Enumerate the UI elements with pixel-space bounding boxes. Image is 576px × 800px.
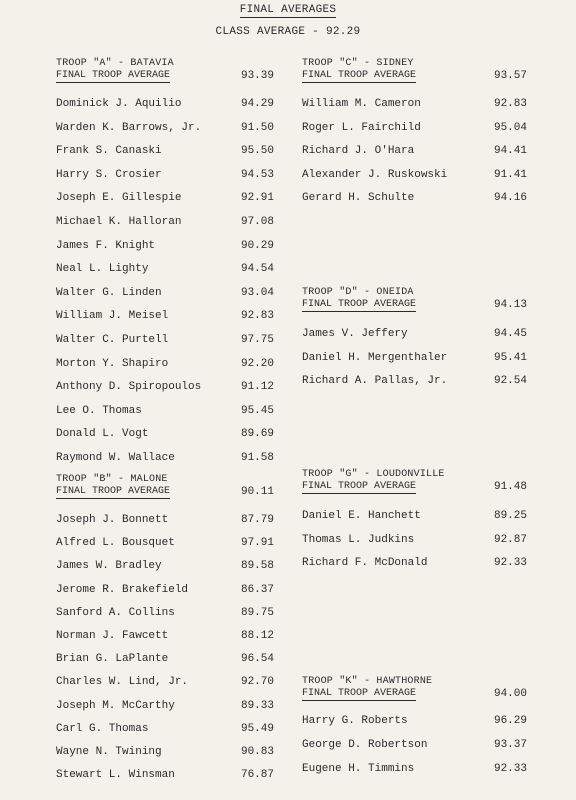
member-row (302, 98, 527, 110)
member-row (56, 240, 274, 252)
final-troop-average-row (302, 299, 527, 312)
member-name: Dominick J. Aquilio (56, 98, 182, 110)
member-name: Harry G. Roberts (302, 715, 408, 727)
troop-name: TROOP "D" - ONEIDA (302, 287, 414, 298)
member-row (56, 584, 274, 596)
member-row (56, 310, 274, 322)
member-row (302, 534, 527, 546)
member-name: Michael K. Halloran (56, 216, 182, 228)
member-name: Richard F. McDonald (302, 557, 428, 570)
member-score: 94.53 (240, 168, 274, 181)
member-name: Walter C. Purtell (56, 334, 169, 346)
member-row (302, 192, 527, 204)
member-name: Thomas L. Judkins (302, 533, 415, 546)
member-name: Daniel H. Mergenthaler (302, 351, 448, 364)
member-name: Joseph E. Gillespie (56, 192, 182, 205)
member-row (56, 452, 274, 464)
final-troop-average-row (302, 688, 527, 701)
member-score: 92.33 (493, 763, 527, 775)
member-name: Wayne N. Twining (56, 746, 162, 758)
member-row (302, 715, 527, 727)
member-name: Alexander J. Ruskowski (302, 168, 448, 181)
member-name: Walter G. Linden (56, 286, 162, 299)
member-score: 92.20 (240, 357, 274, 370)
member-score: 88.12 (240, 630, 274, 642)
member-score: 95.49 (240, 722, 274, 735)
member-score: 94.41 (493, 145, 527, 158)
member-name: James W. Bradley (56, 560, 162, 573)
member-row (56, 630, 274, 642)
member-score: 76.87 (240, 769, 274, 782)
member-score: 90.29 (240, 239, 274, 252)
member-score: 89.75 (240, 606, 274, 619)
member-score: 97.91 (240, 537, 274, 550)
troop-header (302, 469, 527, 494)
member-name: Lee O. Thomas (56, 404, 142, 417)
troop-section-d (302, 287, 527, 388)
member-row (56, 653, 274, 665)
final-troop-average-value: 93.39 (240, 70, 274, 82)
member-row (56, 98, 274, 110)
member-row (56, 723, 274, 735)
troop-header (302, 58, 527, 83)
member-score: 91.12 (240, 381, 274, 394)
member-row (56, 169, 274, 181)
member-row (302, 328, 527, 340)
final-troop-average-value: 91.48 (493, 481, 527, 493)
member-row (302, 510, 527, 522)
member-row (56, 145, 274, 157)
final-troop-average-value: 90.11 (240, 486, 274, 498)
member-row (56, 607, 274, 619)
member-row (56, 263, 274, 275)
final-troop-average-value: 93.57 (493, 70, 527, 82)
member-row (56, 676, 274, 688)
member-name: William M. Cameron (302, 98, 421, 110)
member-name: James V. Jeffery (302, 328, 408, 340)
troop-section-g (302, 469, 527, 570)
member-score: 92.70 (240, 676, 274, 689)
member-score: 96.54 (240, 653, 274, 666)
member-score: 89.33 (240, 699, 274, 712)
member-score: 91.58 (240, 452, 274, 464)
member-row (56, 216, 274, 228)
member-row (302, 169, 527, 181)
member-name: Charles W. Lind, Jr. (56, 676, 189, 689)
troop-name: TROOP "G" - LOUDONVILLE (302, 469, 445, 480)
final-troop-average-label: FINAL TROOP AVERAGE (302, 481, 417, 492)
member-name: James F. Knight (56, 239, 156, 252)
final-troop-average-label: FINAL TROOP AVERAGE (302, 70, 417, 81)
member-name: Stewart L. Winsman (56, 769, 175, 782)
member-score: 95.50 (240, 145, 274, 158)
member-name: Sanford A. Collins (56, 606, 175, 619)
member-row (302, 739, 527, 751)
member-score: 95.04 (493, 121, 527, 134)
member-name: Gerard H. Schulte (302, 192, 415, 205)
member-name: Harry S. Crosier (56, 168, 162, 181)
troop-header (56, 58, 274, 83)
member-name: Joseph M. McCarthy (56, 699, 175, 712)
troop-name: TROOP "K" - HAWTHORNE (302, 676, 433, 687)
member-score: 97.08 (240, 216, 274, 228)
member-row (302, 122, 527, 134)
troop-header (302, 287, 527, 312)
member-row (56, 700, 274, 712)
member-row (56, 334, 274, 346)
member-score: 89.58 (240, 560, 274, 573)
member-row (56, 769, 274, 781)
member-score: 90.83 (240, 746, 274, 758)
member-score: 92.83 (240, 310, 274, 323)
member-score: 93.37 (493, 739, 527, 751)
final-troop-average-value: 94.00 (493, 688, 527, 700)
member-name: George D. Robertson (302, 739, 428, 751)
member-name: Richard A. Pallas, Jr. (302, 375, 448, 388)
final-troop-average-row (56, 486, 274, 499)
member-score: 95.45 (240, 404, 274, 417)
member-score: 87.79 (240, 514, 274, 526)
member-score: 92.33 (493, 557, 527, 570)
member-name: Brian G. LaPlante (56, 653, 169, 666)
final-troop-average-label: FINAL TROOP AVERAGE (56, 70, 171, 81)
troop-header (302, 676, 527, 701)
member-row (56, 428, 274, 440)
member-name: Raymond W. Wallace (56, 452, 175, 464)
member-row (56, 192, 274, 204)
member-score: 96.29 (493, 715, 527, 727)
member-score: 93.04 (240, 286, 274, 299)
member-name: Donald L. Vogt (56, 428, 149, 441)
final-troop-average-label: FINAL TROOP AVERAGE (302, 299, 417, 310)
member-name: Jerome R. Brakefield (56, 583, 189, 596)
member-score: 92.54 (493, 375, 527, 388)
member-row (56, 537, 274, 549)
troop-name: TROOP "B" - MALONE (56, 474, 168, 485)
member-row (56, 560, 274, 572)
member-row (302, 145, 527, 157)
member-row (56, 746, 274, 758)
final-troop-average-value: 94.13 (493, 299, 527, 311)
member-score: 94.29 (240, 98, 274, 110)
member-row (56, 358, 274, 370)
troop-name: TROOP "C" - SIDNEY (302, 58, 414, 69)
final-troop-average-row (302, 70, 527, 83)
final-troop-average-label: FINAL TROOP AVERAGE (56, 486, 171, 497)
member-score: 91.41 (493, 168, 527, 181)
member-score: 92.87 (493, 533, 527, 546)
page-title: FINAL AVERAGES (239, 4, 337, 16)
member-row (56, 381, 274, 393)
member-score: 92.91 (240, 192, 274, 205)
member-row (56, 405, 274, 417)
member-name: Joseph J. Bonnett (56, 514, 169, 526)
troop-header (56, 474, 274, 499)
member-score: 92.83 (493, 98, 527, 110)
final-troop-average-row (302, 481, 527, 494)
member-row (56, 287, 274, 299)
member-row (302, 352, 527, 364)
member-name: William J. Meisel (56, 310, 169, 323)
member-row (302, 375, 527, 387)
member-name: Richard J. O'Hara (302, 145, 415, 158)
member-name: Norman J. Fawcett (56, 630, 169, 642)
member-score: 94.45 (493, 328, 527, 340)
troop-section-k (302, 676, 527, 775)
member-score: 95.41 (493, 351, 527, 364)
member-name: Carl G. Thomas (56, 722, 149, 735)
final-troop-average-label: FINAL TROOP AVERAGE (302, 688, 417, 699)
troop-section-c (302, 58, 527, 205)
member-score: 89.25 (493, 510, 527, 522)
member-score: 89.69 (240, 428, 274, 441)
final-troop-average-row (56, 70, 274, 83)
member-score: 94.16 (493, 192, 527, 205)
member-name: Daniel E. Hanchett (302, 510, 421, 522)
member-row (56, 514, 274, 526)
member-name: Roger L. Fairchild (302, 121, 421, 134)
member-name: Neal L. Lighty (56, 263, 149, 276)
troop-name: TROOP "A" - BATAVIA (56, 58, 174, 69)
member-name: Warden K. Barrows, Jr. (56, 121, 202, 134)
member-score: 94.54 (240, 263, 274, 276)
member-row (302, 763, 527, 775)
member-row (56, 122, 274, 134)
member-name: Morton Y. Shapiro (56, 357, 169, 370)
member-score: 97.75 (240, 334, 274, 346)
member-name: Frank S. Canaski (56, 145, 162, 158)
member-name: Anthony D. Spiropoulos (56, 381, 202, 394)
troop-section-b (56, 474, 274, 782)
member-score: 91.50 (240, 121, 274, 134)
member-name: Alfred L. Bousquet (56, 537, 175, 550)
member-row (302, 557, 527, 569)
member-name: Eugene H. Timmins (302, 763, 415, 775)
troop-section-a (56, 58, 274, 464)
class-average: CLASS AVERAGE - 92.29 (215, 26, 361, 38)
member-score: 86.37 (240, 583, 274, 596)
